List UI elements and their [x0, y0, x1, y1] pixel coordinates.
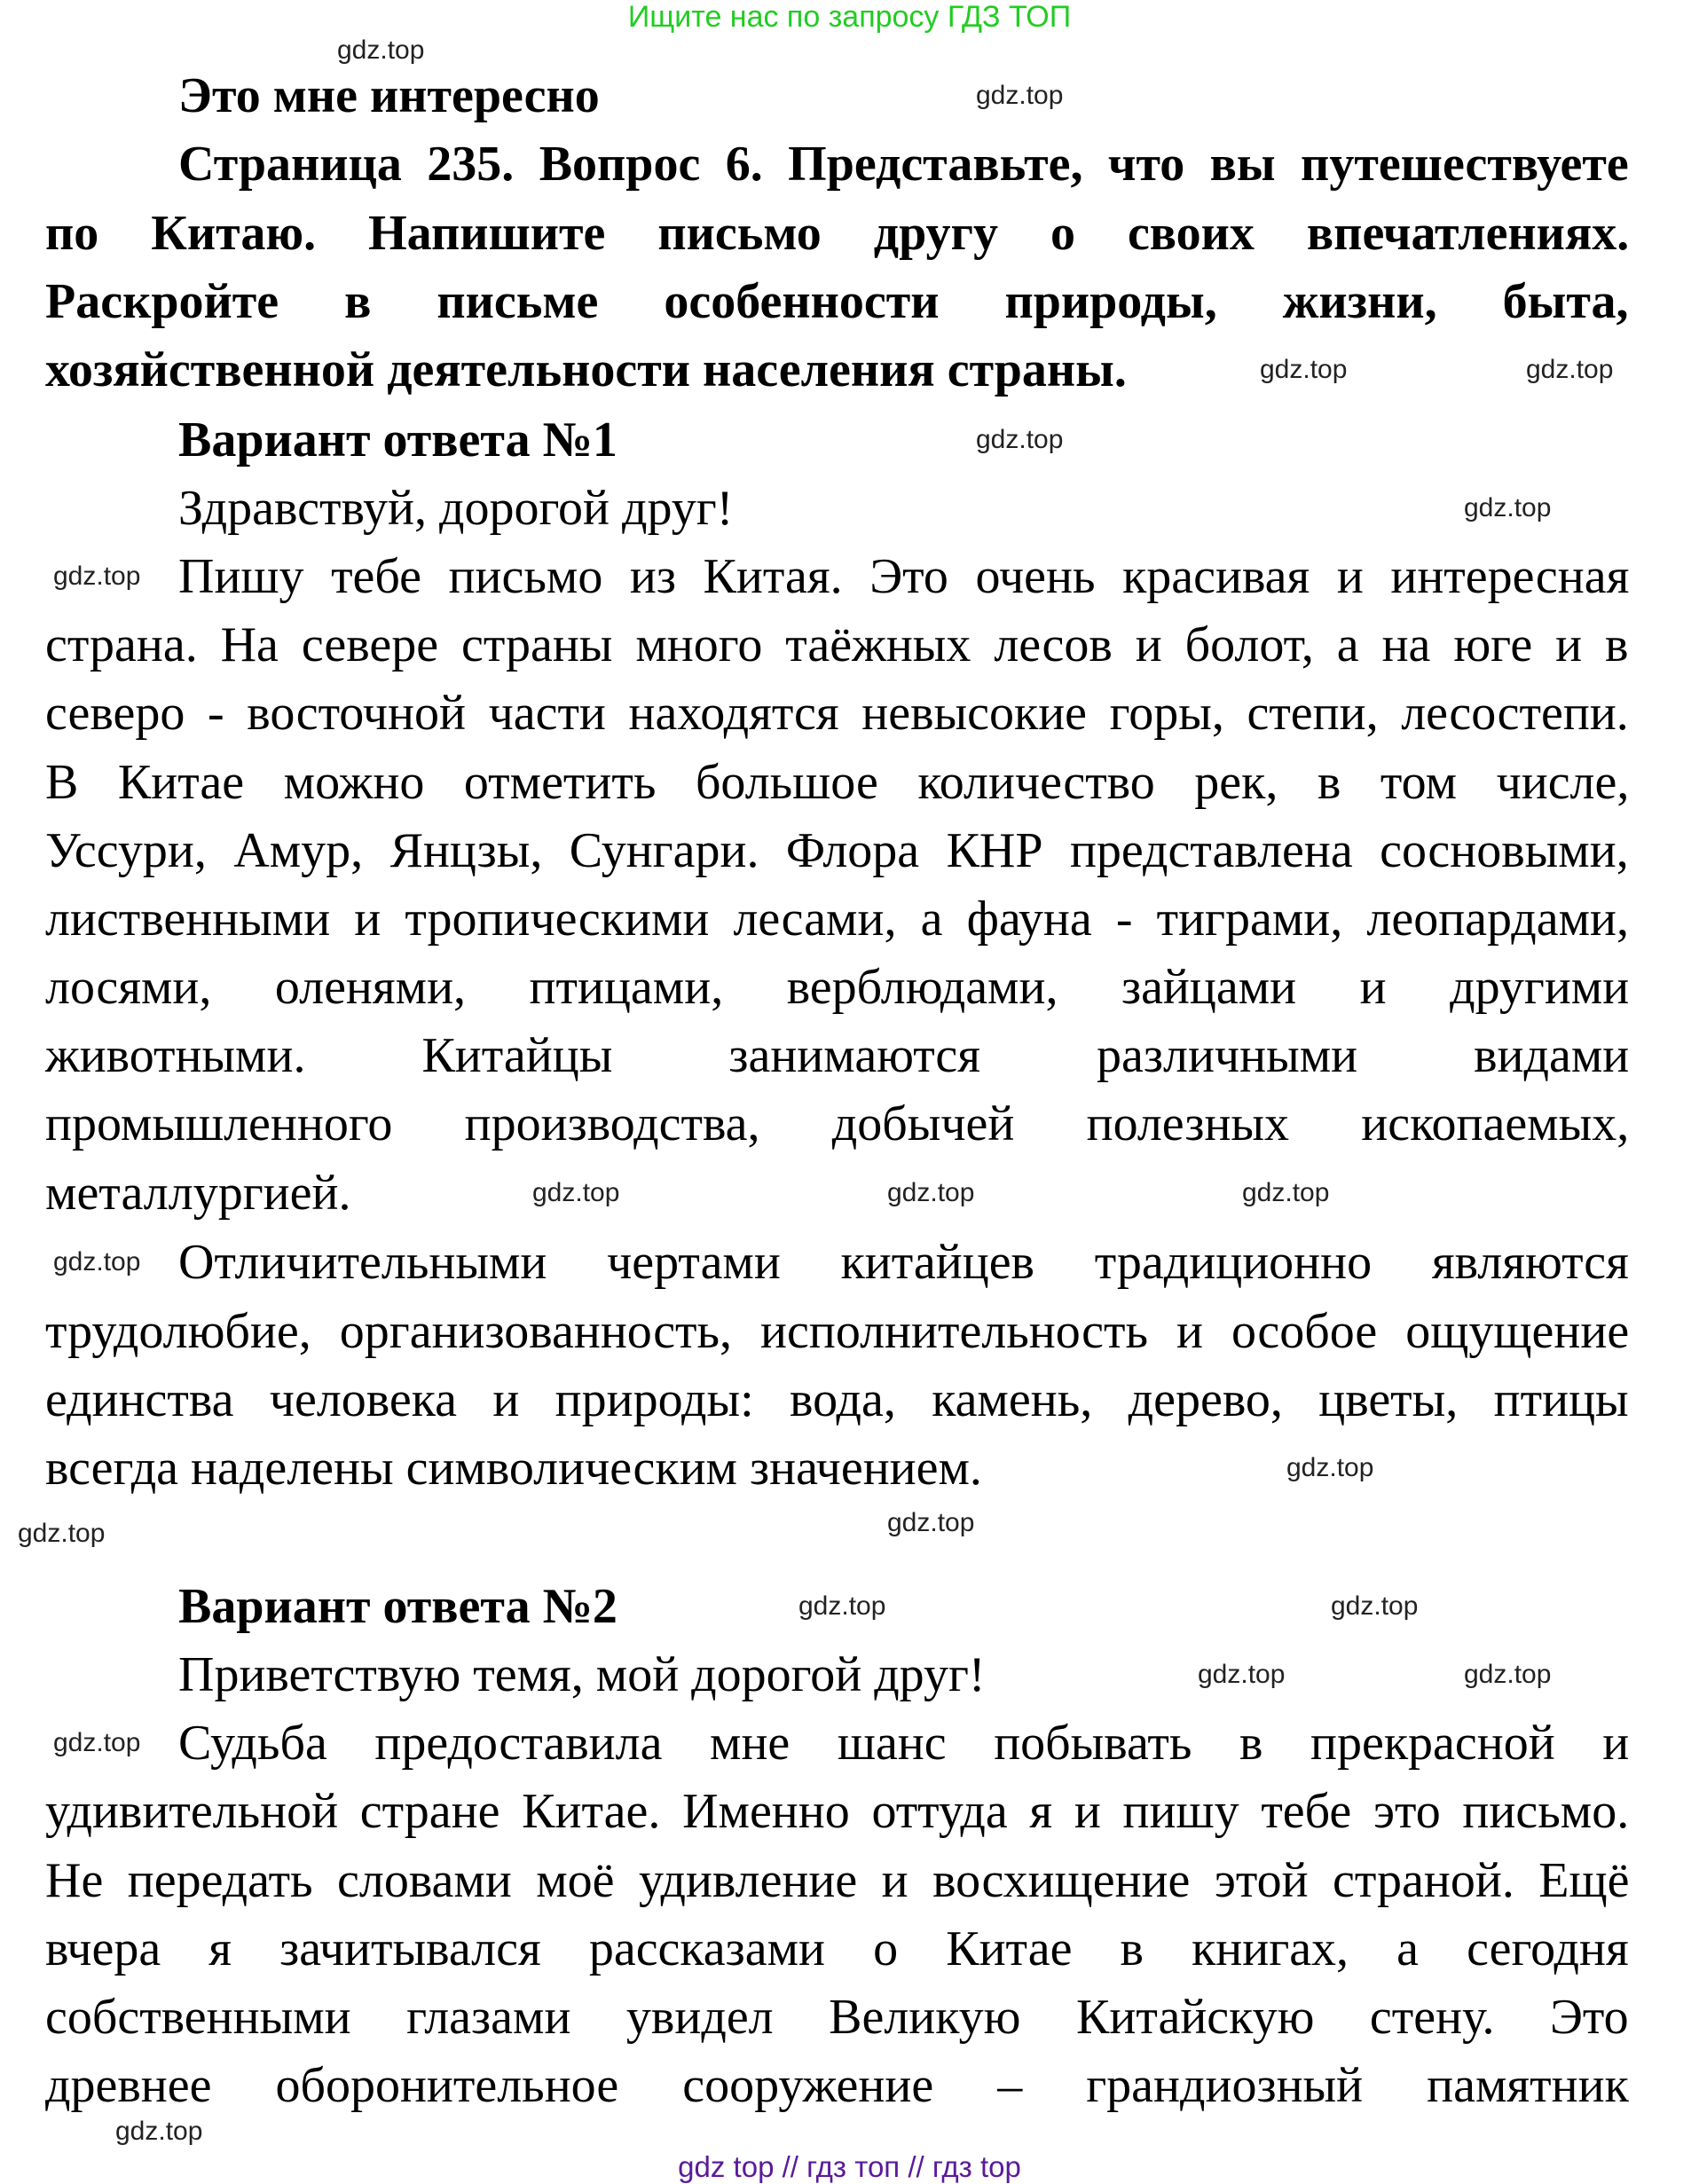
footer-banner-link[interactable]: gdz top // гдз топ // гдз top	[678, 2150, 1021, 2183]
line-text: удивительной стране Китае. Именно оттуда я и пишу тебе это письмо.	[45, 1784, 1630, 1840]
heading-line	[45, 205, 1629, 262]
watermark-text: gdz.top	[18, 1519, 106, 1548]
text-line	[45, 959, 1629, 1016]
text-line	[45, 617, 1629, 673]
line-text: Это мне интересно	[178, 68, 600, 124]
watermark-text: gdz.top	[1286, 1452, 1374, 1482]
line-text: Здравствуй, дорогой друг!	[178, 480, 734, 536]
line-text: В Китае можно отметить большое количество рек, в том числе,	[45, 754, 1630, 810]
watermark-text: gdz.top	[53, 562, 141, 592]
watermark-text: gdz.top	[1464, 492, 1552, 522]
text-line	[45, 2057, 1629, 2114]
heading-line	[178, 136, 1629, 192]
text-line	[45, 1440, 1629, 1497]
watermark-text: gdz.top	[1464, 1660, 1552, 1689]
watermark-text: gdz.top	[1526, 354, 1614, 384]
line-text: Отличительными чертами китайцев традиционно являются	[178, 1235, 1629, 1291]
text-line	[45, 1165, 1629, 1222]
watermark-text: gdz.top	[1198, 1660, 1286, 1689]
line-text: Страница 235. Вопрос 6. Представьте, что вы путешествуете	[178, 137, 1629, 192]
text-line	[45, 1989, 1629, 2046]
search-hint-banner	[0, 0, 1699, 34]
line-text: Не передать словами моё удивление и восхищение этой страной. Ещё	[45, 1852, 1630, 1908]
watermark-text: gdz.top	[887, 1177, 975, 1207]
text-line	[178, 548, 1629, 605]
watermark-text: gdz.top	[1331, 1591, 1419, 1621]
search-hint-text: Ищите нас по запросу ГДЗ ТОП	[627, 0, 1072, 34]
heading-line	[45, 342, 1629, 398]
line-text: промышленного производства, добычей полезных ископаемых,	[45, 1096, 1630, 1152]
line-text: трудолюбие, организованность, исполнительность и особое ощущение	[45, 1303, 1630, 1359]
line-text: страна. На севере страны много таёжных лесов и болот, а на юге и в	[45, 617, 1629, 673]
watermark-text: gdz.top	[532, 1177, 620, 1207]
text-line	[178, 1715, 1629, 1772]
watermark-text: gdz.top	[53, 1247, 141, 1277]
heading-line	[45, 273, 1629, 330]
text-line	[45, 1096, 1629, 1152]
line-text: Судьба предоставила мне шанс побывать в прекрасной и	[178, 1716, 1630, 1772]
text-line	[45, 754, 1629, 811]
line-text: Вариант ответа №2	[178, 1578, 617, 1634]
text-line	[178, 480, 1629, 537]
line-text: Вариант ответа №1	[178, 412, 617, 467]
text-line	[45, 1783, 1629, 1840]
heading-line	[178, 412, 1629, 468]
line-text: Раскройте в письме особенности природы, жизни, быта,	[45, 273, 1629, 329]
line-text: вчера я зачитывался рассказами о Китае в книгах, а сегодня	[45, 1921, 1629, 1976]
text-line	[45, 1027, 1629, 1084]
heading-line	[178, 67, 1629, 124]
line-text: хозяйственной деятельности населения страны.	[45, 342, 1127, 397]
text-line	[45, 1303, 1629, 1360]
watermark-text: gdz.top	[115, 2117, 203, 2146]
text-line	[45, 891, 1629, 947]
footer-banner	[0, 2150, 1699, 2184]
line-text: металлургией.	[45, 1165, 351, 1221]
line-text: древнее оборонительное сооружение – грандиозный памятник	[45, 2058, 1629, 2114]
text-line	[45, 1921, 1629, 1977]
line-text: единства человека и природы: вода, камень, дерево, цветы, птицы	[45, 1371, 1629, 1427]
line-text: по Китаю. Напишите письмо другу о своих впечатлениях.	[45, 205, 1630, 261]
text-line	[45, 1852, 1629, 1909]
watermark-text: gdz.top	[53, 1728, 141, 1758]
line-text: лосями, оленями, птицами, верблюдами, зайцами и другими	[45, 960, 1630, 1016]
text-line	[178, 1234, 1629, 1291]
text-line	[45, 822, 1629, 879]
watermark-text: gdz.top	[1260, 354, 1348, 384]
watermark-text: gdz.top	[337, 35, 425, 65]
line-text: Уссури, Амур, Янцзы, Сунгари. Флора КНР представлена сосновыми,	[45, 822, 1629, 878]
line-text: всегда наделены символическим значением.	[45, 1440, 982, 1496]
line-text: Приветствую темя, мой дорогой друг!	[178, 1647, 986, 1702]
watermark-text: gdz.top	[798, 1591, 886, 1621]
text-line	[178, 1646, 1629, 1703]
line-text: Пишу тебе письмо из Китая. Это очень красивая и интересная	[178, 549, 1630, 605]
watermark-text: gdz.top	[976, 424, 1064, 454]
line-text: северо - восточной части находятся невысокие горы, степи, лесостепи.	[45, 686, 1629, 742]
line-text: собственными глазами увидел Великую Китайскую стену. Это	[45, 1989, 1629, 2045]
line-text: лиственными и тропическими лесами, а фауна - тиграми, леопардами,	[45, 891, 1630, 947]
line-text: животными. Китайцы занимаются различными видами	[45, 1028, 1630, 1084]
watermark-text: gdz.top	[887, 1508, 975, 1537]
text-line	[45, 685, 1629, 742]
watermark-text: gdz.top	[1242, 1177, 1330, 1207]
text-line	[45, 1371, 1629, 1428]
watermark-text: gdz.top	[976, 81, 1064, 111]
